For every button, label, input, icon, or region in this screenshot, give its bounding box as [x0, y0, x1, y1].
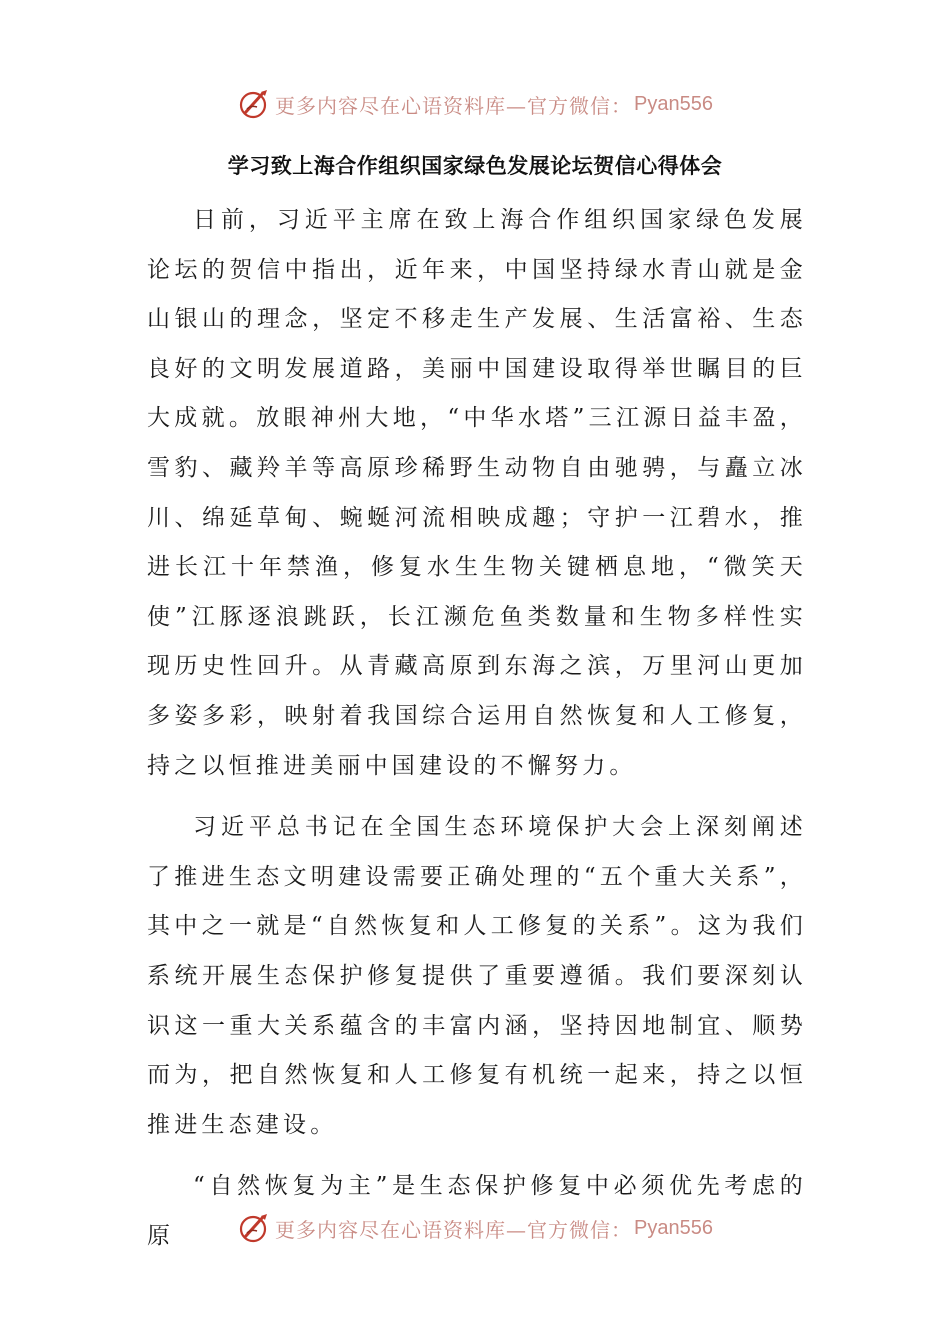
watermark-wechat-id: Pyan556 [634, 92, 713, 115]
footer-watermark [0, 1208, 950, 1248]
watermark-text: 更多内容尽在心语资料库—官方微信： [275, 1217, 633, 1242]
paragraph-2: 习近平总书记在全国生态环境保护大会上深刻阐述了推进生态文明建设需要正确处理的“五个重大关系”，其中之一就是“自然恢复和人工修复的关系”。这为我们系统开展生态保护修复提供了重要遵循。我们要深刻认识这一重大关系蕴含的丰富内涵，坚持因地制宜、顺势而为，把自然恢复和人工修复有机统一起来，持之以恒推进生态建设。 [147, 814, 807, 1138]
paragraph-3: “自然恢复为主”是生态保护修复中必须优先考虑的原 [147, 1173, 807, 1249]
document-body [147, 196, 807, 1273]
paragraph-1: 日前，习近平主席在致上海合作组织国家绿色发展论坛的贺信中指出，近年来，中国坚持绿水青山就是金山银山的理念，坚定不移走生产发展、生活富裕、生态良好的文明发展道路，美丽中国建设取得举世瞩目的巨大成就。放眼神州大地，“中华水塔”三江源日益丰盈，雪豹、藏羚羊等高原珍稀野生动物自由驰骋，与矗立冰川、绵延草甸、蜿蜒河流相映成趣；守护一江碧水，推进长江十年禁渔，修复水生生物关键栖息地，“微笑天使”江豚逐浪跳跃，长江濒危鱼类数量和生物多样性实现历史性回升。从青藏高原到东海之滨，万里河山更加多姿多彩，映射着我国综合运用自然恢复和人工修复，持之以恒推进美丽中国建设的不懈努力。 [147, 207, 807, 779]
watermark-text: 更多内容尽在心语资料库—官方微信： [275, 93, 633, 118]
watermark-wechat-id: Pyan556 [634, 1216, 713, 1239]
pen-logo-icon [237, 1211, 271, 1245]
document-title: 学习致上海合作组织国家绿色发展论坛贺信心得体会 [227, 154, 723, 178]
pen-logo-icon [237, 87, 271, 121]
header-watermark [0, 84, 950, 124]
